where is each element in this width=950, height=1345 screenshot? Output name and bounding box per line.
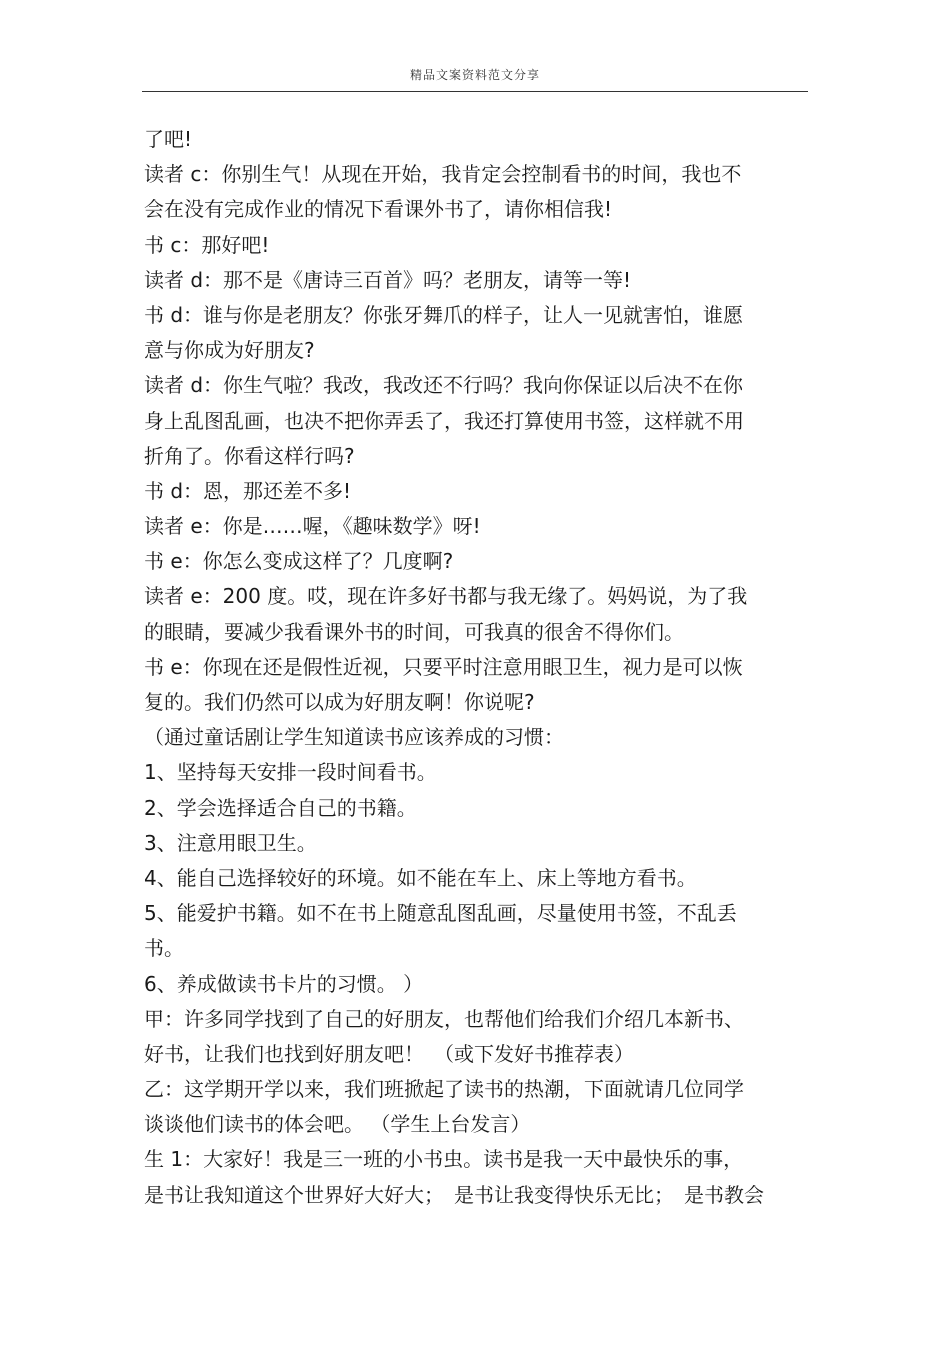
text-line: 6、养成做读书卡片的习惯。 ） — [144, 971, 424, 996]
text-line: 读者 e：200 度。哎，现在许多好书都与我无缘了。妈妈说，为了我 — [144, 584, 748, 609]
text-line: 意与你成为好朋友? — [144, 338, 315, 363]
text-line: 3、注意用眼卫生。 — [144, 830, 317, 855]
text-line: 读者 d：那不是《唐诗三百首》吗？老朋友，请等一等! — [144, 267, 632, 292]
text-line: 身上乱图乱画，也决不把你弄丢了，我还打算使用书签，这样就不用 — [144, 408, 744, 433]
text-line: 读者 e：你是……喔，《趣味数学》呀! — [144, 514, 481, 539]
text-line: 好书，让我们也找到好朋友吧！ （或下发好书推荐表） — [144, 1041, 634, 1066]
text-line: 书。 — [144, 936, 184, 961]
text-line: 5、能爱护书籍。如不在书上随意乱图乱画，尽量使用书签，不乱丢 — [144, 901, 737, 926]
text-line: 4、能自己选择较好的环境。如不能在车上、床上等地方看书。 — [144, 865, 697, 890]
text-line: 是书让我知道这个世界好大好大； 是书让我变得快乐无比； 是书教会 — [144, 1182, 764, 1207]
page-header: 精品文案资料范文分享 — [409, 68, 540, 82]
text-line: 的眼睛，要减少我看课外书的时间，可我真的很舍不得你们。 — [144, 619, 684, 644]
body-text — [144, 122, 814, 1213]
header-divider — [142, 91, 808, 92]
text-line: 甲：许多同学找到了自己的好朋友，也帮他们给我们介绍几本新书、 — [144, 1006, 744, 1031]
text-line: 1、坚持每天安排一段时间看书。 — [144, 760, 437, 785]
text-line: 书 e：你怎么变成这样了？几度啊? — [144, 549, 454, 574]
text-line: 读者 c：你别生气！从现在开始，我肯定会控制看书的时间，我也不 — [144, 162, 742, 187]
text-line: （通过童话剧让学生知道读书应该养成的习惯： — [144, 725, 564, 750]
text-line: 会在没有完成作业的情况下看课外书了，请你相信我! — [144, 197, 613, 222]
text-line: 了吧! — [144, 127, 193, 151]
text-line: 生 1：大家好！我是三一班的小书虫。读书是我一天中最快乐的事， — [144, 1147, 744, 1172]
text-line: 乙：这学期开学以来，我们班掀起了读书的热潮，下面就请几位同学 — [144, 1077, 744, 1102]
text-line: 读者 d：你生气啦？我改，我改还不行吗？我向你保证以后决不在你 — [144, 373, 744, 398]
text-line: 折角了。你看这样行吗? — [144, 443, 355, 468]
text-line: 谈谈他们读书的体会吧。 （学生上台发言） — [144, 1112, 531, 1137]
text-line: 2、学会选择适合自己的书籍。 — [144, 795, 417, 820]
text-line: 书 d：谁与你是老朋友？你张牙舞爪的样子，让人一见就害怕，谁愿 — [144, 302, 744, 327]
text-line: 复的。我们仍然可以成为好朋友啊！你说呢? — [144, 690, 535, 714]
text-line: 书 d：恩，那还差不多! — [144, 478, 352, 503]
text-line: 书 c：那好吧! — [144, 232, 270, 257]
text-line: 书 e：你现在还是假性近视，只要平时注意用眼卫生，视力是可以恢 — [144, 654, 743, 679]
